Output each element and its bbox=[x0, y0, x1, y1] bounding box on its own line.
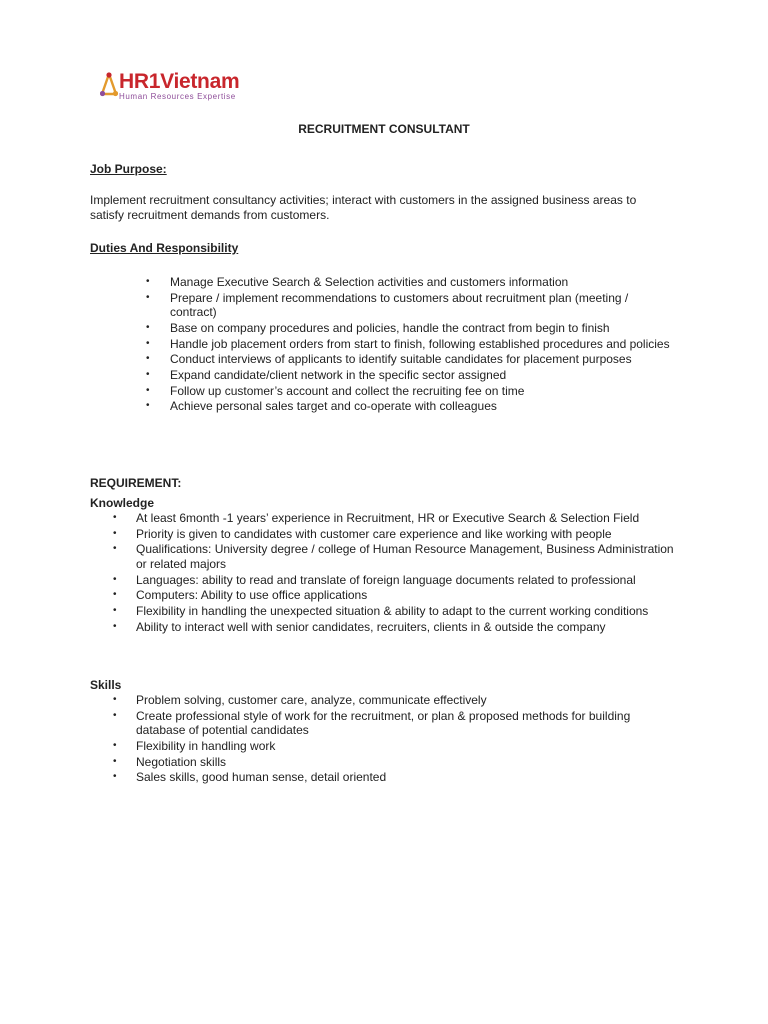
duties-list-item bbox=[146, 336, 670, 352]
bullet-icon: • bbox=[113, 512, 117, 523]
duties-list-item bbox=[146, 352, 670, 367]
knowledge-list-item bbox=[113, 588, 681, 603]
logo-tagline: Human Resources Expertise bbox=[119, 92, 236, 101]
duties-list-item bbox=[146, 399, 670, 414]
bullet-icon: • bbox=[146, 337, 150, 349]
bullet-icon: • bbox=[146, 353, 150, 365]
skills-list bbox=[113, 693, 636, 786]
knowledge-item-text: Qualifications: University degree / college of Human Resource Management, Business Administration or related majors bbox=[136, 542, 674, 571]
skills-list-item bbox=[113, 738, 636, 754]
skills-heading: Skills bbox=[90, 678, 122, 692]
duties-item-text: Handle job placement orders from start to finish, following established procedures and policies bbox=[170, 336, 670, 351]
bullet-icon: • bbox=[113, 543, 117, 555]
document-title: RECRUITMENT CONSULTANT bbox=[298, 122, 470, 136]
duties-list bbox=[146, 275, 670, 415]
skills-list-item bbox=[113, 770, 636, 785]
bullet-icon: • bbox=[113, 771, 117, 783]
skills-item-text: Negotiation skills bbox=[136, 754, 227, 769]
bullet-icon: • bbox=[113, 739, 117, 751]
bullet-icon: • bbox=[113, 604, 117, 616]
bullet-icon: • bbox=[146, 384, 150, 396]
duties-list-item bbox=[146, 290, 670, 320]
knowledge-list-item bbox=[113, 572, 681, 588]
duties-item-text: Achieve personal sales target and co-operate with colleagues bbox=[170, 399, 497, 414]
bullet-icon: • bbox=[113, 620, 117, 632]
knowledge-list-item bbox=[113, 526, 681, 542]
duties-item-text: Follow up customer’s account and collect the recruiting fee on time bbox=[170, 383, 525, 398]
skills-item-text: Sales skills, good human sense, detail oriented bbox=[136, 770, 387, 785]
job-purpose-heading: Job Purpose: bbox=[90, 162, 167, 176]
knowledge-item-text: Languages: ability to read and translate of foreign language documents related to professional bbox=[136, 572, 636, 587]
skills-item-text: Create professional style of work for the recruitment, or plan & proposed methods for building database of potential candidates bbox=[136, 708, 631, 738]
knowledge-item-text: Priority is given to candidates with customer care experience and like working with people bbox=[136, 526, 612, 541]
hr1-logo-icon bbox=[100, 72, 118, 98]
duties-list-item bbox=[146, 320, 670, 336]
logo-brand-text: HR1Vietnam bbox=[119, 70, 240, 93]
bullet-icon: • bbox=[146, 276, 150, 287]
duties-item-text: Base on company procedures and policies, handle the contract from begin to finish bbox=[170, 320, 610, 335]
skills-list-item bbox=[113, 708, 636, 738]
knowledge-item-text: Ability to interact well with senior candidates, recruiters, clients in & outside the company bbox=[136, 619, 606, 634]
job-purpose-text: Implement recruitment consultancy activities; interact with customers in the assigned business areas to satisfy recruitment demands from customers. bbox=[90, 193, 637, 222]
knowledge-list-item bbox=[113, 603, 681, 619]
duties-item-text: Manage Executive Search & Selection activities and customers information bbox=[170, 275, 569, 289]
bullet-icon: • bbox=[113, 694, 117, 705]
duties-list-item bbox=[146, 275, 670, 290]
duties-item-text: Prepare / implement recommendations to customers about recruitment plan (meeting / contract) bbox=[170, 290, 629, 320]
bullet-icon: • bbox=[146, 321, 150, 333]
duties-item-text: Expand candidate/client network in the specific sector assigned bbox=[170, 367, 507, 382]
knowledge-list-item bbox=[113, 619, 681, 635]
knowledge-list bbox=[113, 511, 681, 635]
bullet-icon: • bbox=[146, 368, 150, 380]
knowledge-list-item bbox=[113, 511, 681, 526]
skills-item-text: Problem solving, customer care, analyze, communicate effectively bbox=[136, 693, 487, 707]
bullet-icon: • bbox=[146, 291, 150, 303]
requirement-heading: REQUIREMENT: bbox=[90, 476, 182, 490]
skills-list-item bbox=[113, 693, 636, 708]
duties-list-item bbox=[146, 383, 670, 399]
knowledge-list-item bbox=[113, 542, 681, 571]
bullet-icon: • bbox=[146, 400, 150, 412]
skills-list-item bbox=[113, 754, 636, 770]
duties-list-item bbox=[146, 367, 670, 383]
duties-heading: Duties And Responsibility bbox=[90, 241, 239, 255]
bullet-icon: • bbox=[113, 709, 117, 721]
bullet-icon: • bbox=[113, 589, 117, 601]
knowledge-item-text: Flexibility in handling the unexpected situation & ability to adapt to the current working conditions bbox=[136, 603, 649, 618]
knowledge-heading: Knowledge bbox=[90, 496, 155, 510]
bullet-icon: • bbox=[113, 573, 117, 585]
bullet-icon: • bbox=[113, 527, 117, 539]
bullet-icon: • bbox=[113, 755, 117, 767]
knowledge-item-text: At least 6month -1 years’ experience in Recruitment, HR or Executive Search & Selection Field bbox=[136, 511, 640, 525]
company-logo bbox=[100, 70, 270, 104]
knowledge-item-text: Computers: Ability to use office applications bbox=[136, 588, 368, 603]
skills-item-text: Flexibility in handling work bbox=[136, 738, 276, 753]
duties-item-text: Conduct interviews of applicants to identify suitable candidates for placement purposes bbox=[170, 352, 632, 367]
